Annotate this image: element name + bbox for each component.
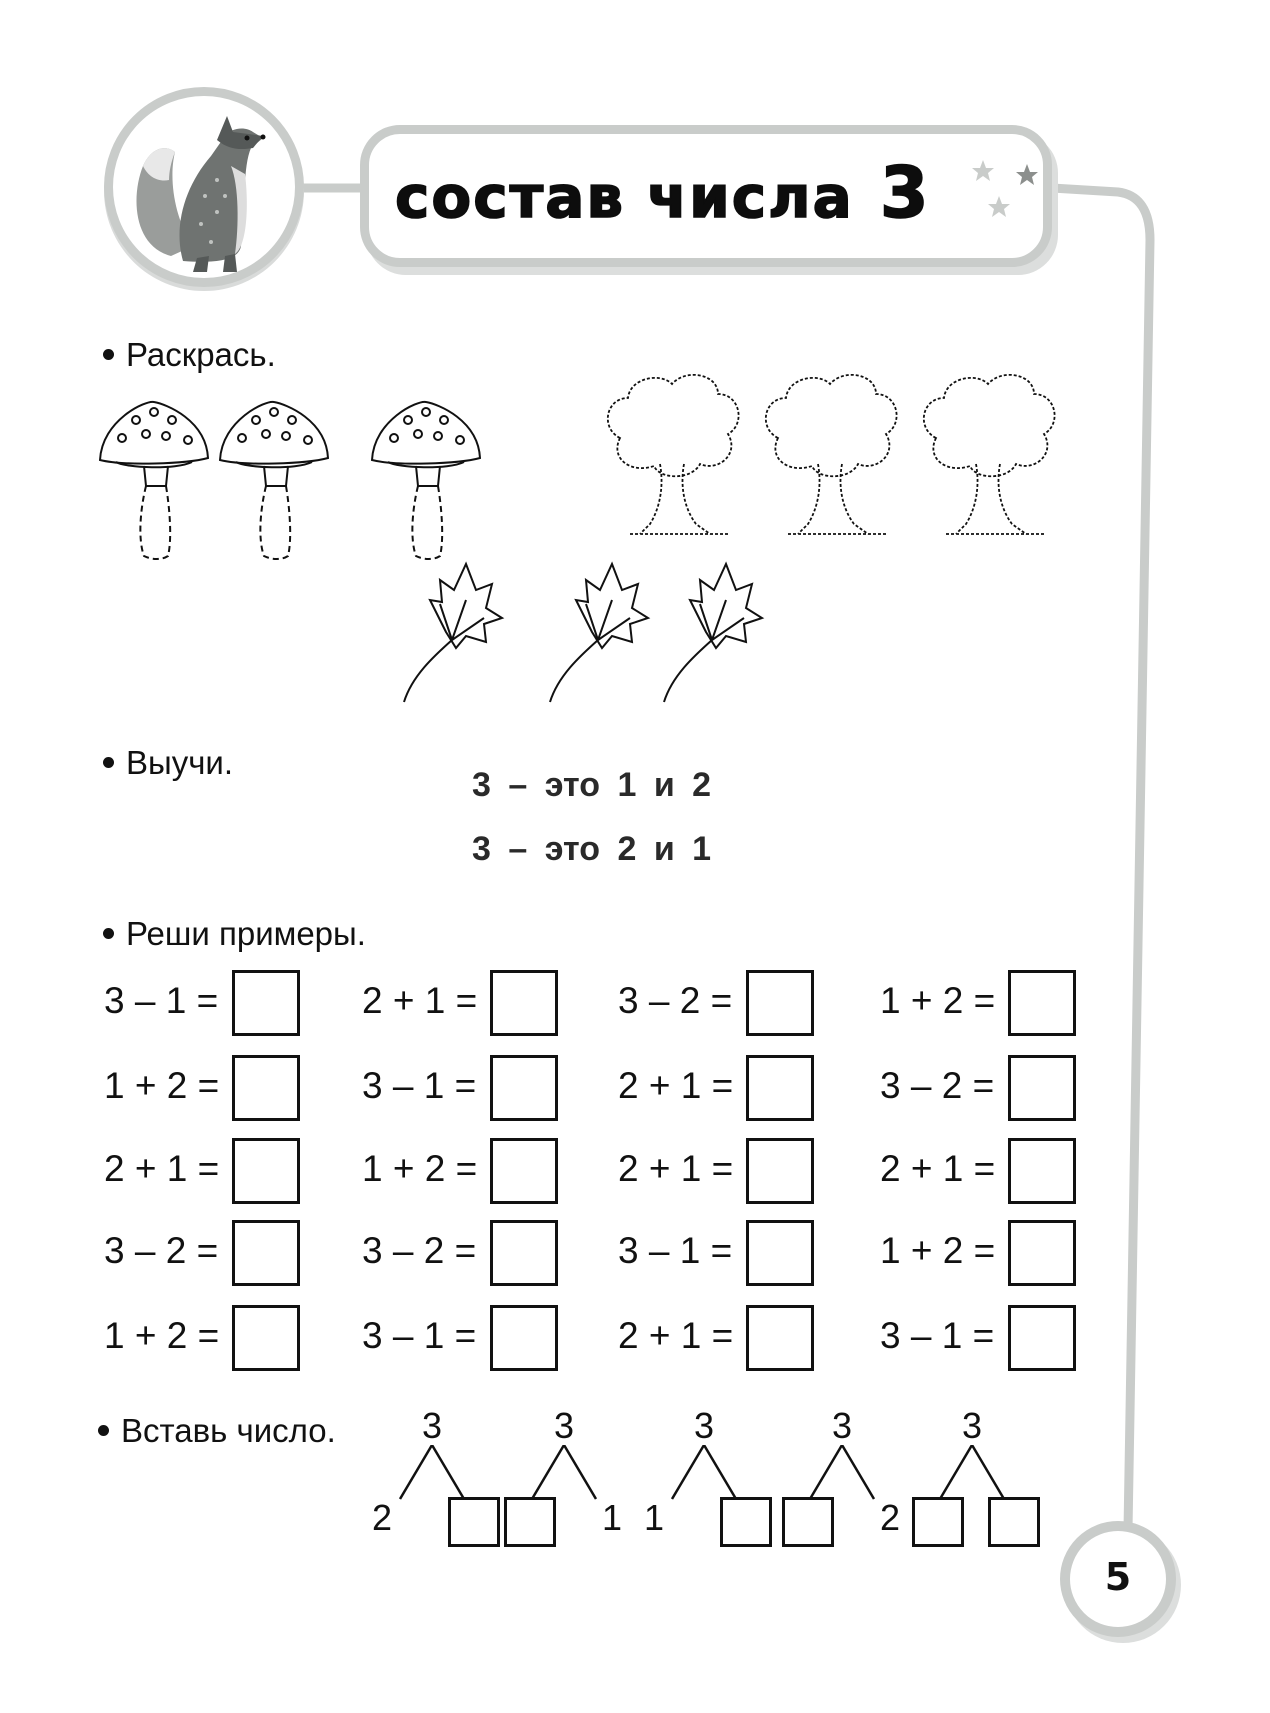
example-item xyxy=(104,1138,314,1208)
example-item xyxy=(618,970,828,1040)
page-title-number: 3 xyxy=(879,152,931,234)
example-item xyxy=(618,1055,828,1125)
answer-box[interactable] xyxy=(490,1055,558,1121)
example-item xyxy=(362,1305,572,1375)
tree-left-number: 2 xyxy=(372,1497,393,1538)
example-expression: 2 + 1 = xyxy=(618,1065,734,1106)
example-item xyxy=(880,970,1090,1040)
page-number-badge xyxy=(1060,1521,1176,1637)
tree-icon xyxy=(608,375,739,534)
answer-box[interactable] xyxy=(1008,1220,1076,1286)
tree-right-number: 1 xyxy=(602,1497,623,1538)
example-expression: 2 + 1 = xyxy=(880,1148,996,1189)
answer-box[interactable] xyxy=(232,1305,300,1371)
page-title: состав числа xyxy=(395,163,854,231)
mushroom-icon xyxy=(220,402,328,559)
example-expression: 3 – 2 = xyxy=(104,1230,219,1271)
example-item xyxy=(880,1138,1090,1208)
example-item xyxy=(362,1220,572,1290)
leaf-group xyxy=(400,560,790,706)
example-expression: 1 + 2 = xyxy=(880,980,996,1021)
answer-box[interactable] xyxy=(746,1138,814,1204)
answer-box[interactable] xyxy=(232,1055,300,1121)
example-expression: 2 + 1 = xyxy=(362,980,478,1021)
tree-left-box[interactable] xyxy=(912,1497,964,1547)
answer-box[interactable] xyxy=(232,1220,300,1286)
mushroom-icon xyxy=(100,402,208,559)
section-learn-label: Выучи. xyxy=(103,744,233,782)
maple-leaf-icon xyxy=(550,564,648,702)
tree-top-number: 3 xyxy=(422,1405,443,1446)
example-item xyxy=(880,1305,1090,1375)
learn-line-1: 3 – это 1 и 2 xyxy=(472,766,712,804)
stars-icon xyxy=(969,152,1049,232)
example-item xyxy=(362,970,572,1040)
section-insert-label: Вставь число. xyxy=(98,1412,336,1450)
example-expression: 1 + 2 = xyxy=(104,1315,220,1356)
tree-top-number: 3 xyxy=(832,1405,853,1446)
answer-box[interactable] xyxy=(746,1055,814,1121)
example-item xyxy=(104,970,314,1040)
example-expression: 1 + 2 = xyxy=(880,1230,996,1271)
answer-box[interactable] xyxy=(1008,1138,1076,1204)
example-expression: 1 + 2 = xyxy=(362,1148,478,1189)
section-color-label: Раскрась. xyxy=(103,336,276,374)
number-tree xyxy=(372,1405,500,1555)
example-item xyxy=(880,1220,1090,1290)
example-item xyxy=(104,1305,314,1375)
number-tree xyxy=(920,1405,1040,1555)
tree-group xyxy=(600,368,1060,548)
title-box xyxy=(360,125,1052,267)
answer-box[interactable] xyxy=(490,1138,558,1204)
example-item xyxy=(618,1220,828,1290)
bullet-icon xyxy=(103,928,114,939)
fox-icon xyxy=(113,96,295,278)
tree-icon xyxy=(924,375,1055,534)
example-expression: 3 – 1 = xyxy=(104,980,219,1021)
learn-line-2: 3 – это 2 и 1 xyxy=(472,830,712,868)
mascot-badge xyxy=(104,87,304,287)
maple-leaf-icon xyxy=(664,564,762,702)
example-expression: 3 – 1 = xyxy=(362,1315,477,1356)
tree-right-box[interactable] xyxy=(988,1497,1040,1547)
tree-top-number: 3 xyxy=(962,1405,983,1446)
tree-top-number: 3 xyxy=(554,1405,575,1446)
example-expression: 2 + 1 = xyxy=(104,1148,220,1189)
maple-leaf-icon xyxy=(404,564,502,702)
bullet-icon xyxy=(103,757,114,768)
example-expression: 3 – 2 = xyxy=(618,980,733,1021)
answer-box[interactable] xyxy=(1008,1305,1076,1371)
section-solve-label: Реши примеры. xyxy=(103,915,366,953)
answer-box[interactable] xyxy=(746,1305,814,1371)
tree-left-box[interactable] xyxy=(504,1497,556,1547)
answer-box[interactable] xyxy=(232,1138,300,1204)
tree-left-number: 1 xyxy=(644,1497,665,1538)
answer-box[interactable] xyxy=(490,1220,558,1286)
example-expression: 3 – 1 = xyxy=(362,1065,477,1106)
answer-box[interactable] xyxy=(746,1220,814,1286)
example-item xyxy=(104,1055,314,1125)
example-item xyxy=(618,1305,828,1375)
example-item xyxy=(362,1138,572,1208)
mushroom-icon xyxy=(372,402,480,559)
example-expression: 3 – 1 = xyxy=(880,1315,995,1356)
bullet-icon xyxy=(103,349,114,360)
tree-right-box[interactable] xyxy=(448,1497,500,1547)
tree-icon xyxy=(766,375,897,534)
example-expression: 3 – 1 = xyxy=(618,1230,733,1271)
example-expression: 3 – 2 = xyxy=(880,1065,995,1106)
example-item xyxy=(362,1055,572,1125)
example-expression: 2 + 1 = xyxy=(618,1315,734,1356)
example-expression: 2 + 1 = xyxy=(618,1148,734,1189)
answer-box[interactable] xyxy=(490,1305,558,1371)
example-item xyxy=(618,1138,828,1208)
example-expression: 3 – 2 = xyxy=(362,1230,477,1271)
page-number: 5 xyxy=(1104,1555,1132,1599)
number-tree xyxy=(790,1405,910,1555)
number-tree xyxy=(644,1405,772,1555)
answer-box[interactable] xyxy=(232,970,300,1036)
tree-left-box[interactable] xyxy=(782,1497,834,1547)
mushroom-group xyxy=(96,400,486,560)
tree-top-number: 3 xyxy=(694,1405,715,1446)
answer-box[interactable] xyxy=(746,970,814,1036)
tree-right-number: 2 xyxy=(880,1497,901,1538)
example-expression: 1 + 2 = xyxy=(104,1065,220,1106)
example-item xyxy=(104,1220,314,1290)
bullet-icon xyxy=(98,1425,109,1436)
tree-right-box[interactable] xyxy=(720,1497,772,1547)
answer-box[interactable] xyxy=(1008,970,1076,1036)
number-tree xyxy=(512,1405,632,1555)
example-item xyxy=(880,1055,1090,1125)
answer-box[interactable] xyxy=(490,970,558,1036)
answer-box[interactable] xyxy=(1008,1055,1076,1121)
